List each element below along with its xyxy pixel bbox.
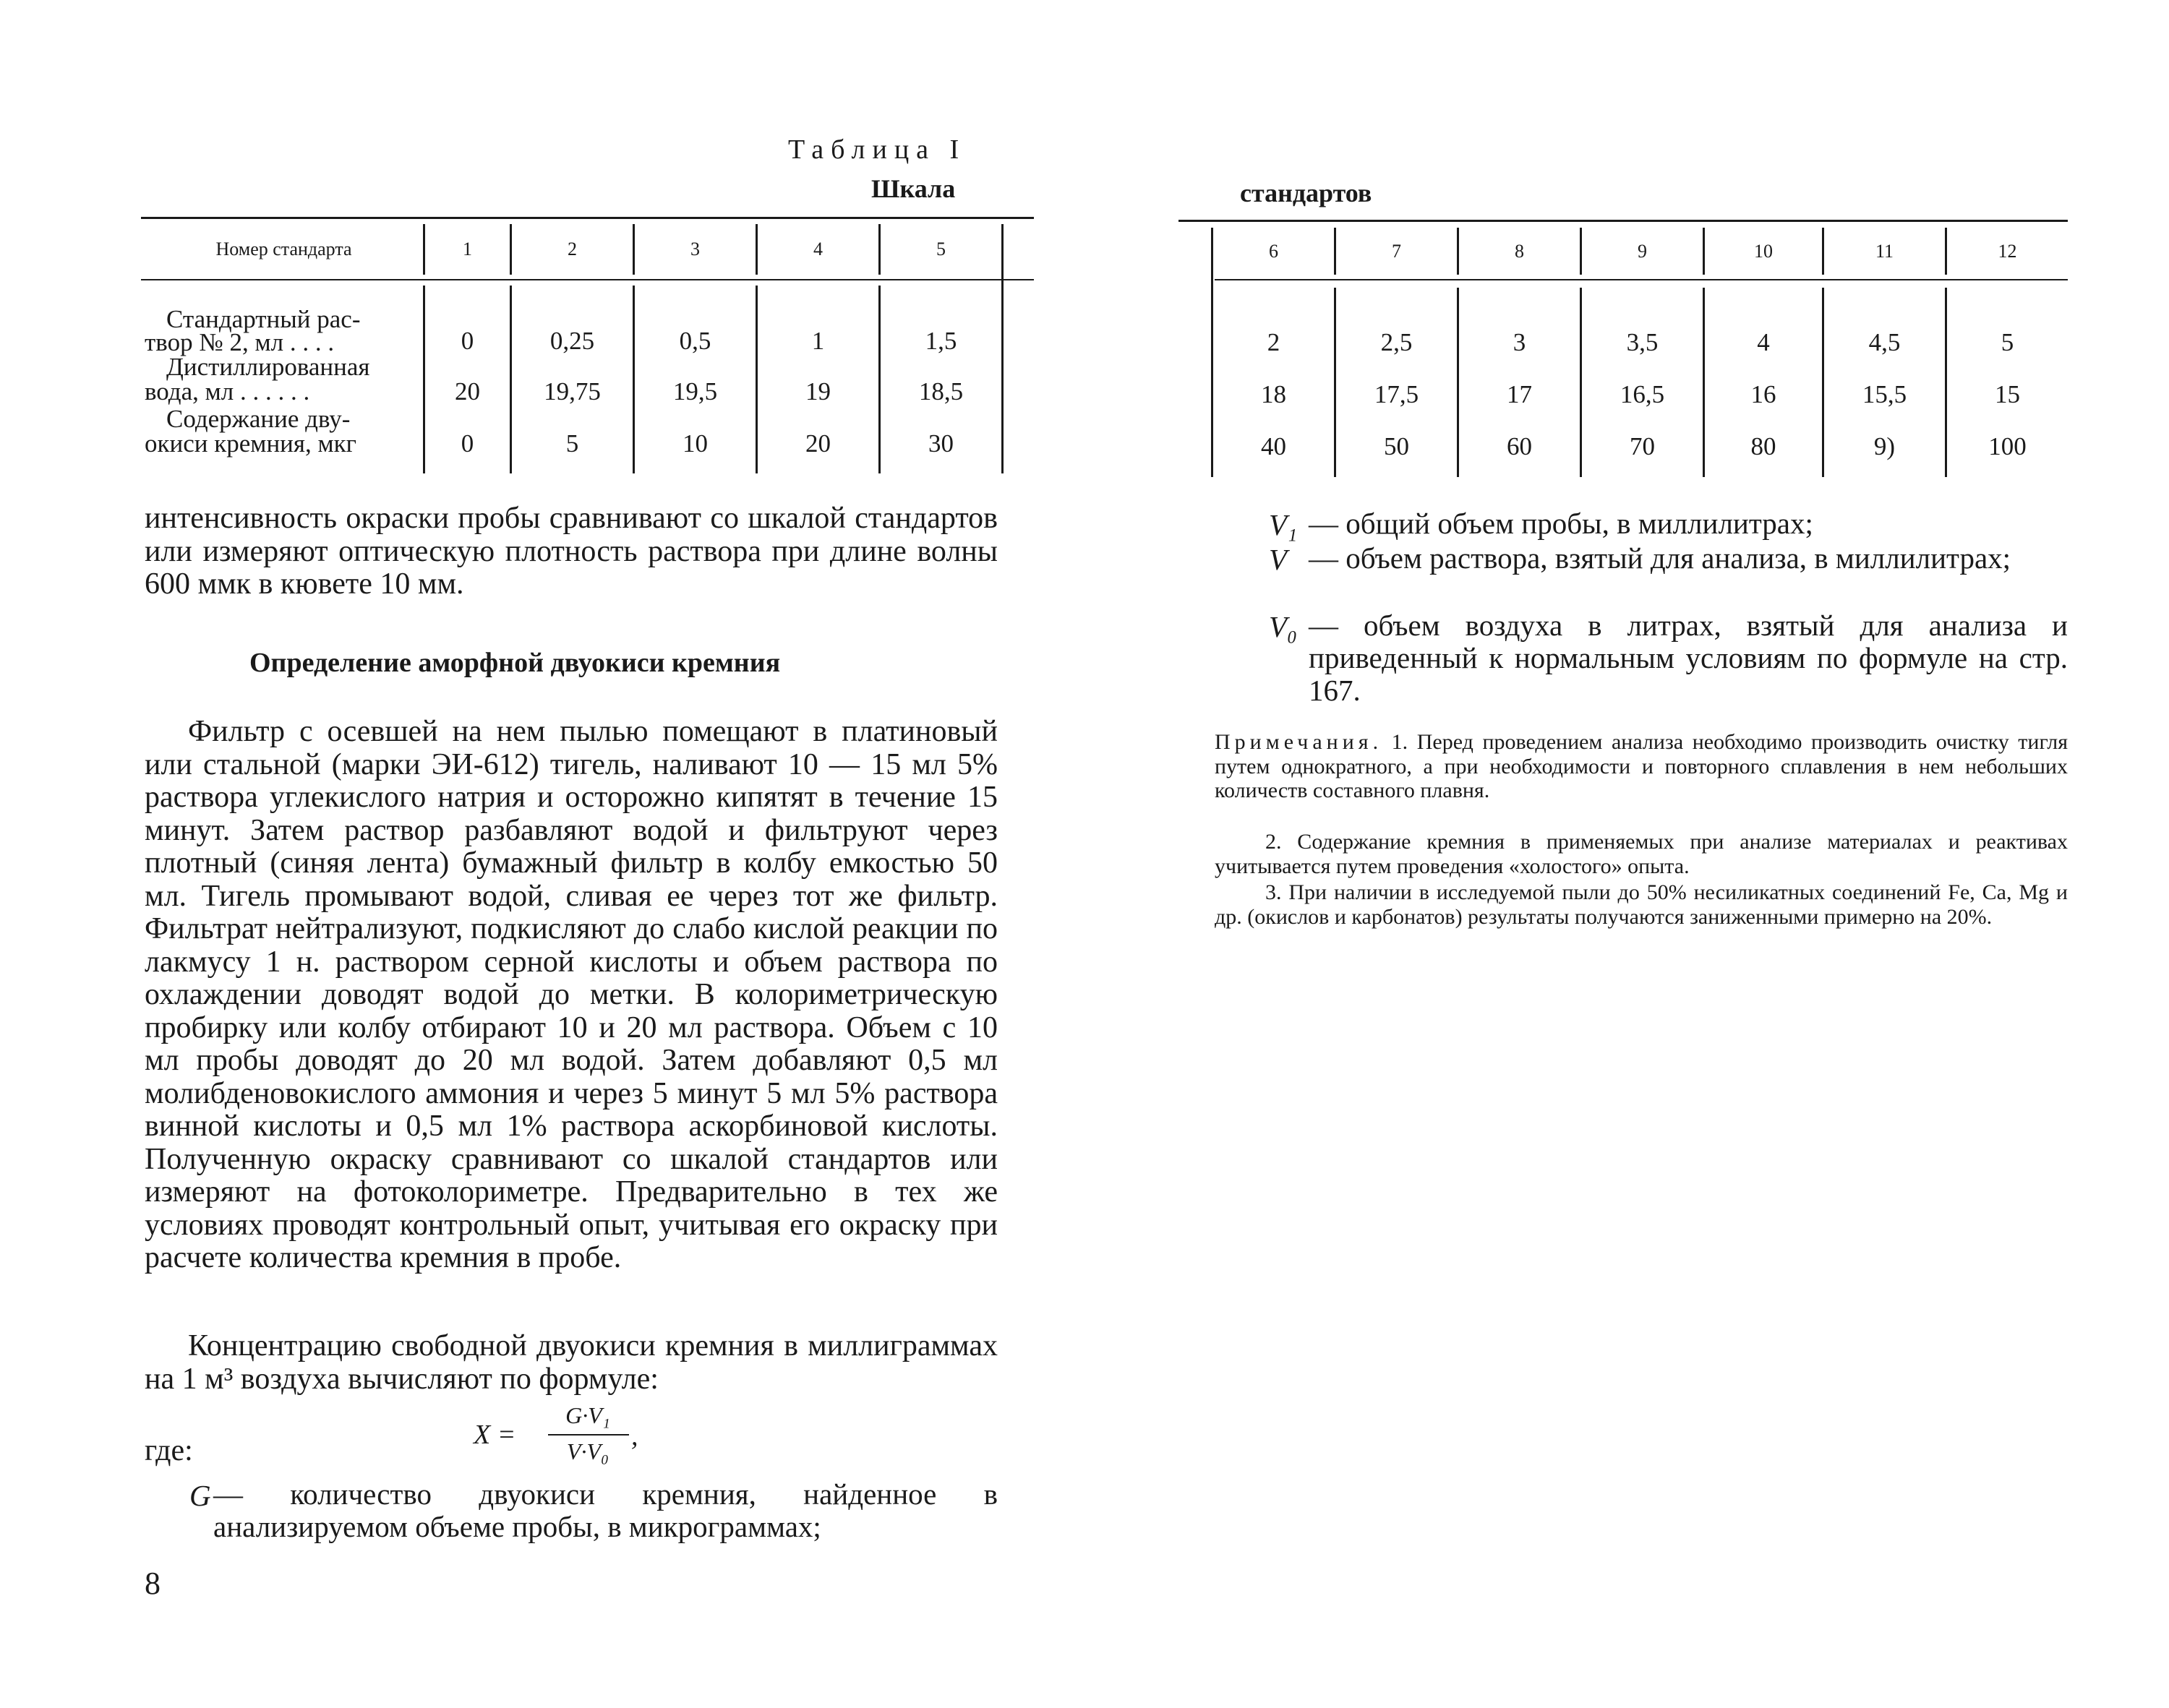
table-header-cell: 11 bbox=[1875, 241, 1894, 262]
table-cell: 3 bbox=[1513, 328, 1526, 356]
row-label: Дистиллированная bbox=[166, 353, 370, 381]
row-label: твор № 2, мл . . . . bbox=[145, 328, 335, 356]
table-top-rule bbox=[141, 217, 1034, 219]
table-header-cell: 9 bbox=[1638, 241, 1647, 262]
def-v1-text: — общий объем пробы, в миллилитрах; bbox=[1309, 507, 1813, 540]
note-1-text: 1. Перед проведением анализа необходимо производить очистку тигля путем однократного, а при необходимости и повторного сплавления в нем небольших количеств составного плавня. bbox=[1215, 730, 2069, 802]
def-symbol-v: V bbox=[1269, 543, 1288, 576]
table-cell: 20 bbox=[805, 429, 831, 458]
page-number: 8 bbox=[145, 1566, 161, 1601]
formula-fraction-bar bbox=[548, 1434, 629, 1436]
table-header-cell: 8 bbox=[1515, 241, 1524, 262]
def-v0-text: — объем воздуха в литрах, взятый для анализа и приведенный к нормальным условиям по формуле на стр. 167. bbox=[1309, 609, 2068, 707]
def-symbol-v1: V₁ bbox=[1269, 508, 1298, 541]
def-g-text: — количество двуокиси кремния, найденное в анализируемом объеме пробы, в микрограммах; bbox=[213, 1477, 998, 1543]
def-symbol-g: G bbox=[189, 1479, 211, 1512]
row-label: Стандартный рас- bbox=[166, 305, 361, 333]
table-cell: 16,5 bbox=[1620, 380, 1665, 408]
table-header-label: Номер стандарта bbox=[215, 239, 352, 259]
table-cell: 19 bbox=[805, 377, 831, 405]
table-top-rule bbox=[1178, 220, 2068, 222]
table-header-rule bbox=[1215, 279, 2068, 280]
table-cell: 0,25 bbox=[549, 327, 595, 355]
where-label: где: bbox=[145, 1434, 193, 1467]
section-heading: Определение аморфной двуокиси кремния bbox=[249, 648, 781, 678]
formula-lhs: X = bbox=[474, 1420, 516, 1450]
table-cell: 19,5 bbox=[672, 377, 718, 405]
table-header-cell: 3 bbox=[690, 239, 700, 259]
paragraph-intro: интенсивность окраски пробы сравнивают со шкалой стандартов или измеряют оптическую плотность раствора при длине волны 600 ммк в кювете 10 мм. bbox=[145, 502, 998, 601]
table-cell: 70 bbox=[1630, 432, 1655, 460]
note-1 bbox=[1215, 730, 2068, 803]
row-label: окиси кремния, мкг bbox=[145, 429, 357, 458]
table-cell: 2,5 bbox=[1380, 328, 1413, 356]
formula-tail: , bbox=[631, 1421, 638, 1451]
table-cell: 19,75 bbox=[544, 377, 601, 405]
table-caption-right: стандартов bbox=[1240, 179, 1372, 207]
table-header-cell: 1 bbox=[463, 239, 472, 259]
row-label: Содержание дву- bbox=[166, 405, 351, 433]
formula-denominator: V·V₀ bbox=[566, 1438, 609, 1464]
table-header-cell: 2 bbox=[568, 239, 577, 259]
note-2: 2. Содержание кремния в применяемых при анализе материалах и реактивах учитывается путем проведения «холостого» опыта. bbox=[1215, 830, 2068, 878]
table-header-cell: 10 bbox=[1754, 241, 1773, 262]
table-cell: 100 bbox=[1988, 432, 2027, 460]
table-cell: 4,5 bbox=[1868, 328, 1901, 356]
table-header-cell: 4 bbox=[813, 239, 823, 259]
table-header-cell: 5 bbox=[936, 239, 946, 259]
def-symbol-v0: V₀ bbox=[1269, 610, 1298, 643]
table-cell: 2 bbox=[1267, 328, 1280, 356]
formula-numerator: G·V₁ bbox=[565, 1402, 610, 1428]
table-cell: 5 bbox=[565, 429, 579, 458]
table-cell: 15 bbox=[1995, 380, 2020, 408]
notes-label: Примечания. bbox=[1215, 730, 1383, 754]
table-cell: 18 bbox=[1261, 380, 1286, 408]
table-cell: 40 bbox=[1261, 432, 1286, 460]
table-cell: 20 bbox=[455, 377, 480, 405]
note-3: 3. При наличии в исследуемой пыли до 50% несиликатных соединений Fe, Ca, Mg и др. (окислов и карбонатов) результаты получаются заниженными примерно на 20%. bbox=[1215, 880, 2068, 929]
table-cell: 4 bbox=[1757, 328, 1770, 356]
table-divider bbox=[1001, 224, 1004, 473]
row-label: вода, мл . . . . . . bbox=[145, 377, 310, 405]
paragraph-procedure: Фильтр с осевшей на нем пылью помещают в платиновый или стальной (марки ЭИ-612) тигель, наливают 10 — 15 мл 5% раствора углекислого натрия и осторожно кипятят в течение 15 минут. Затем раствор разбавляют водой и фильтруют через плотный (синяя лента) бумажный фильтр в колбу емкостью 50 мл. Тигель промывают водой, сливая ее через тот же фильтр. Фильтрат нейтрализуют, подкисляют до слабо кислой реакции по лакмусу 1 н. раствором серной кислоты и объем раствора по охлаждении доводят водой до метки. В колориметрическую пробирку или колбу отбирают 10 и 20 мл раствора. Объем с 10 мл пробы доводят до 20 мл водой. Затем добавляют 0,5 мл молибденовокислого аммония и через 5 минут 5 мл 5% раствора винной кислоты и 0,5 мл 1% раствора аскорбиновой кислоты. Полученную окраску сравнивают со шкалой стандартов или измеряют на фотоколориметре. Предварительно в тех же условиях проводят контрольный опыт, учитывая его окраску при расчете количества кремния в пробе. bbox=[145, 715, 998, 1274]
table-header-rule bbox=[141, 279, 1034, 280]
table-cell: 17 bbox=[1507, 380, 1532, 408]
table-cell: 3,5 bbox=[1626, 328, 1659, 356]
table-cell: 1 bbox=[811, 327, 825, 355]
table-cell: 0,5 bbox=[679, 327, 711, 355]
table-cell: 80 bbox=[1750, 432, 1776, 460]
table-cell: 60 bbox=[1507, 432, 1532, 460]
table-cell: 5 bbox=[2001, 328, 2014, 356]
table-header-cell: 7 bbox=[1392, 241, 1401, 262]
table-cell: 0 bbox=[461, 327, 474, 355]
table-header-cell: 6 bbox=[1269, 241, 1278, 262]
def-v-text: — объем раствора, взятый для анализа, в миллилитрах; bbox=[1309, 541, 2011, 575]
table-header-cell: 12 bbox=[1998, 241, 2017, 262]
table-caption-left: Шкала bbox=[871, 174, 956, 203]
table-cell: 50 bbox=[1384, 432, 1409, 460]
table-cell: 18,5 bbox=[918, 377, 964, 405]
table-cell: 0 bbox=[461, 429, 474, 458]
table-cell: 17,5 bbox=[1374, 380, 1419, 408]
table-cell: 30 bbox=[928, 429, 954, 458]
table-cell: 16 bbox=[1750, 380, 1776, 408]
table-cell: 10 bbox=[683, 429, 708, 458]
table-cell: 1,5 bbox=[925, 327, 957, 355]
table-number: Таблица I bbox=[788, 134, 967, 165]
table-cell: 9) bbox=[1873, 432, 1896, 460]
paragraph-formula-intro: Концентрацию свободной двуокиси кремния в миллиграммах на 1 м³ воздуха вычисляют по формуле: bbox=[145, 1329, 998, 1396]
table-cell: 15,5 bbox=[1862, 380, 1907, 408]
